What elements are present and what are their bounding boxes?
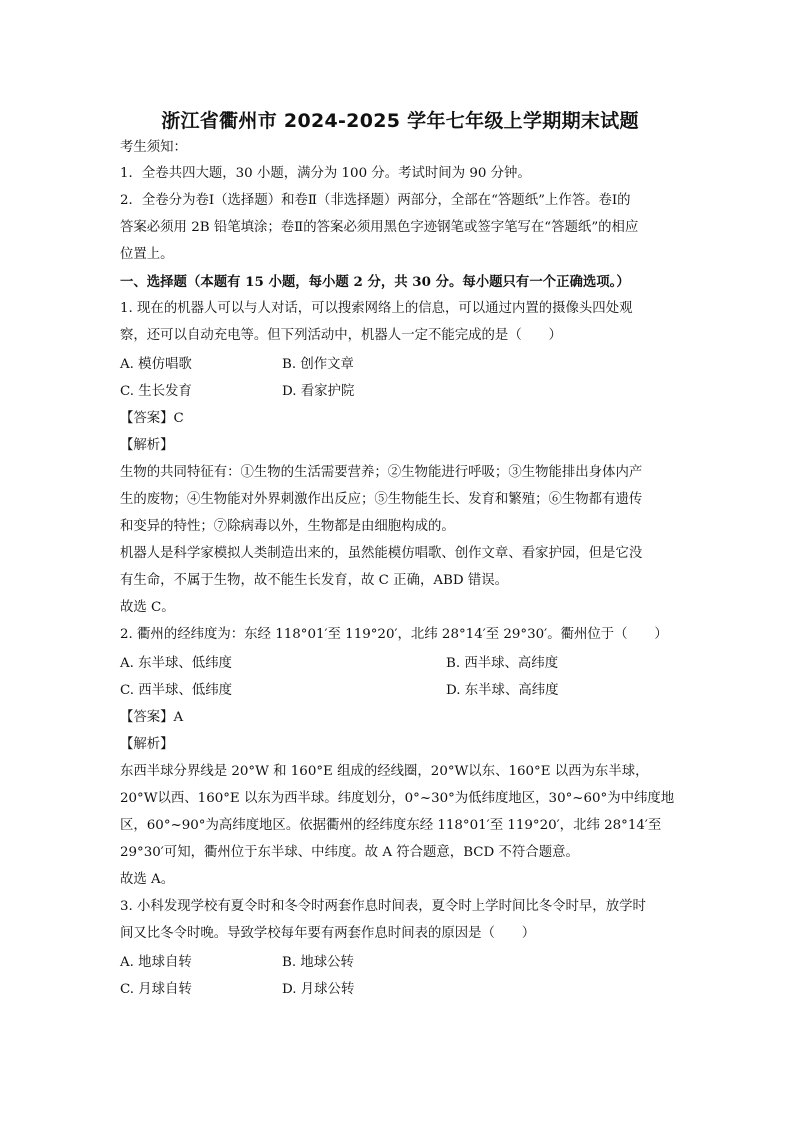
option-c: C. 生长发育 — [120, 384, 192, 399]
analysis-line: 机器人是科学家模拟人类制造出来的，虽然能模仿唱歌、创作文章、看家护园，但是它没 — [120, 546, 643, 561]
question-stem: 3. 小科发现学校有夏令时和冬令时两套作息时间表，夏令时上学时间比冬令时早，放学时 — [120, 899, 646, 914]
question-stem: 察，还可以自动充电等。但下列活动中，机器人一定不能完成的是（ ） — [120, 328, 562, 343]
option-a: A. 地球自转 — [120, 955, 192, 970]
analysis-line: 有生命，不属于生物，故不能生长发育，故 C 正确，ABD 错误。 — [120, 573, 509, 588]
question-stem: 1. 现在的机器人可以与人对话，可以搜索网络上的信息，可以通过内置的摄像头四处观 — [120, 301, 633, 316]
analysis-label: 【解析】 — [120, 438, 174, 453]
answer: 【答案】A — [120, 710, 184, 725]
question-stem: 间又比冬令时晚。导致学校每年要有两套作息时间表的原因是（ ） — [120, 926, 536, 941]
analysis-label: 【解析】 — [120, 737, 174, 752]
option-a: A. 东半球、低纬度 — [120, 656, 232, 671]
option-b: B. 西半球、高纬度 — [446, 656, 559, 671]
option-d: D. 看家护院 — [282, 384, 355, 399]
analysis-line: 故选 C。 — [120, 600, 175, 615]
option-c: C. 西半球、低纬度 — [120, 683, 233, 698]
option-b: B. 地球公转 — [282, 955, 354, 970]
section-heading: 一、选择题（本题有 15 小题，每小题 2 分，共 30 分。每小题只有一个正确选项。） — [120, 274, 630, 290]
option-d: D. 月球公转 — [282, 982, 355, 997]
notice-item: 答案必须用 2B 铅笔填涂；卷Ⅱ的答案必须用黑色字迹钢笔或签字笔写在“答题纸”的相应 — [120, 220, 639, 235]
option-b: B. 创作文章 — [282, 357, 354, 372]
notice-heading: 考生须知： — [120, 140, 187, 155]
option-c: C. 月球自转 — [120, 982, 192, 997]
page-title: 浙江省衢州市 2024-2025 学年七年级上学期期末试题 — [161, 110, 639, 132]
analysis-line: 和变异的特性；⑦除病毒以外，生物都是由细胞构成的。 — [120, 519, 455, 534]
question-stem: 2. 衢州的经纬度为：东经 118°01′至 119°20′，北纬 28°14′至 29°30′。衢州位于（ ） — [120, 627, 668, 642]
notice-item: 位置上。 — [120, 247, 174, 262]
notice-item: 2．全卷分为卷Ⅰ（选择题）和卷Ⅱ（非选择题）两部分，全部在“答题纸”上作答。卷Ⅰ的 — [120, 193, 631, 208]
analysis-line: 区，60°~90°为高纬度地区。依据衢州的经纬度东经 118°01′至 119°20′，北纬 28°14′至 — [120, 818, 662, 833]
analysis-line: 20°W以西、160°E 以东为西半球。纬度划分，0°~30°为低纬度地区，30°~60°为中纬度地 — [120, 791, 675, 806]
analysis-line: 29°30′可知，衢州位于东半球、中纬度。故 A 符合题意，BCD 不符合题意。 — [120, 845, 579, 860]
option-d: D. 东半球、高纬度 — [446, 683, 559, 698]
analysis-line: 故选 A。 — [120, 872, 175, 887]
analysis-line: 生的废物；④生物能对外界刺激作出反应；⑤生物能生长、发育和繁殖；⑥生物都有遗传 — [120, 492, 643, 507]
answer: 【答案】C — [120, 411, 184, 426]
analysis-line: 东西半球分界线是 20°W 和 160°E 组成的经线圈，20°W以东、160°E 以西为东半球， — [120, 764, 649, 779]
notice-item: 1．全卷共四大题，30 小题，满分为 100 分。考试时间为 90 分钟。 — [120, 166, 531, 181]
option-a: A. 模仿唱歌 — [120, 357, 192, 372]
analysis-line: 生物的共同特征有：①生物的生活需要营养；②生物能进行呼吸；③生物能排出身体内产 — [120, 465, 643, 480]
